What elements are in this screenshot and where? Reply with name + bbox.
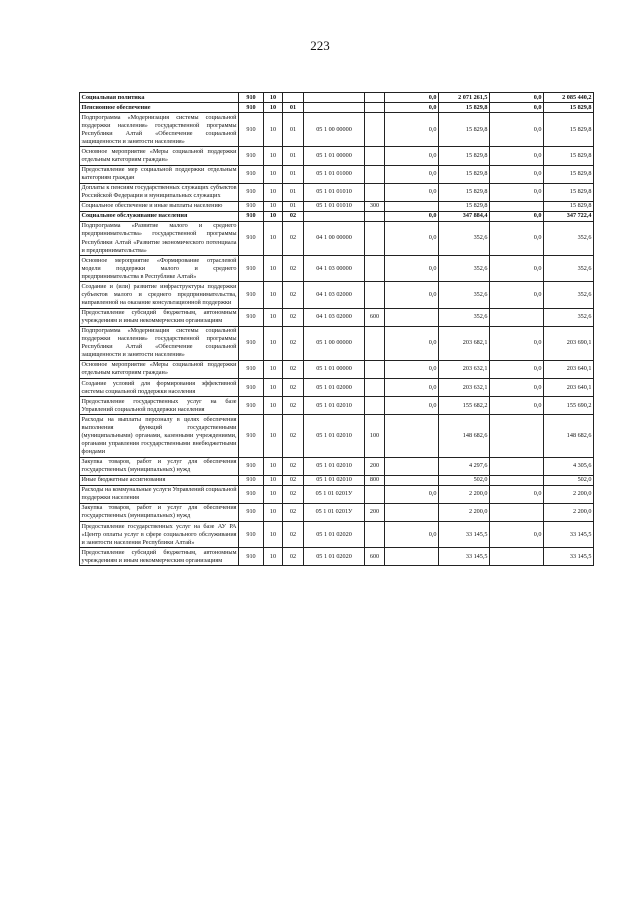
cell-value-1: 0,0 [385, 183, 439, 201]
cell-name: Доплаты к пенсиям государственных служащих субъектов Российской Федерации и муниципальных служащих [80, 183, 239, 201]
table-row [80, 397, 594, 415]
cell-grbs: 910 [239, 147, 264, 165]
cell-value-4: 148 682,6 [544, 415, 594, 457]
cell-grbs: 910 [239, 93, 264, 103]
cell-section: 10 [264, 93, 283, 103]
table-row [80, 165, 594, 183]
cell-value-1: 0,0 [385, 379, 439, 397]
cell-subsection: 02 [283, 326, 304, 360]
cell-value-1: 0,0 [385, 147, 439, 165]
cell-name: Социальная политика [80, 93, 239, 103]
cell-subsection: 02 [283, 221, 304, 255]
cell-name: Создание и (или) развитие инфраструктуры поддержки субъектов малого и среднего предпринимательства, направленной на оказание консультационной поддержки [80, 282, 239, 308]
cell-value-3 [490, 457, 544, 475]
cell-value-3: 0,0 [490, 485, 544, 503]
cell-value-2: 352,6 [439, 256, 490, 282]
cell-target-article: 05 1 01 02010 [304, 475, 365, 485]
cell-name: Пенсионное обеспечение [80, 103, 239, 113]
cell-subsection: 02 [283, 360, 304, 378]
cell-value-4: 15 829,8 [544, 147, 594, 165]
cell-value-4: 352,6 [544, 256, 594, 282]
cell-value-4: 203 640,1 [544, 379, 594, 397]
cell-target-article: 05 1 01 02010 [304, 415, 365, 457]
cell-value-2: 2 200,0 [439, 503, 490, 521]
cell-name: Расходы на выплаты персоналу в целях обеспечения выполнения функций государственными (муниципальными) органами, казенными учреждениями, органами управления государственными внебюджетными фондами [80, 415, 239, 457]
cell-value-4: 352,6 [544, 282, 594, 308]
cell-grbs: 910 [239, 308, 264, 326]
cell-section: 10 [264, 113, 283, 147]
cell-target-article: 04 1 03 02000 [304, 282, 365, 308]
table-row [80, 415, 594, 457]
table-row [80, 485, 594, 503]
cell-subsection: 02 [283, 522, 304, 548]
cell-value-1: 0,0 [385, 256, 439, 282]
cell-value-3 [490, 201, 544, 211]
cell-value-1 [385, 308, 439, 326]
cell-value-2: 502,0 [439, 475, 490, 485]
cell-value-4: 2 085 440,2 [544, 93, 594, 103]
cell-expense-type: 600 [365, 548, 385, 566]
cell-section: 10 [264, 211, 283, 221]
cell-grbs: 910 [239, 397, 264, 415]
cell-target-article: 04 1 00 00000 [304, 221, 365, 255]
cell-section: 10 [264, 165, 283, 183]
cell-section: 10 [264, 201, 283, 211]
cell-expense-type [365, 282, 385, 308]
cell-name: Создание условий для формирования эффективной системы социальной поддержки населения [80, 379, 239, 397]
cell-value-2: 15 829,8 [439, 147, 490, 165]
cell-value-1: 0,0 [385, 282, 439, 308]
cell-target-article: 05 1 00 00000 [304, 326, 365, 360]
cell-section: 10 [264, 397, 283, 415]
cell-grbs: 910 [239, 503, 264, 521]
cell-value-4: 2 200,0 [544, 503, 594, 521]
cell-target-article [304, 103, 365, 113]
cell-value-2: 33 145,5 [439, 522, 490, 548]
cell-value-1: 0,0 [385, 522, 439, 548]
table-row [80, 282, 594, 308]
cell-value-4: 352,6 [544, 221, 594, 255]
cell-value-2: 15 829,8 [439, 183, 490, 201]
cell-subsection: 02 [283, 256, 304, 282]
cell-grbs: 910 [239, 379, 264, 397]
cell-grbs: 910 [239, 183, 264, 201]
cell-grbs: 910 [239, 360, 264, 378]
cell-value-3: 0,0 [490, 397, 544, 415]
cell-name: Закупка товаров, работ и услуг для обеспечения государственных (муниципальных) нужд [80, 457, 239, 475]
cell-target-article: 05 1 01 00000 [304, 360, 365, 378]
table-row [80, 379, 594, 397]
cell-name: Основное мероприятие «Формирование отраслевой модели поддержки малого и среднего предпринимательства в Республике Алтай» [80, 256, 239, 282]
cell-value-1: 0,0 [385, 360, 439, 378]
cell-value-1: 0,0 [385, 165, 439, 183]
cell-value-4: 347 722,4 [544, 211, 594, 221]
cell-subsection: 02 [283, 282, 304, 308]
cell-section: 10 [264, 457, 283, 475]
cell-value-3: 0,0 [490, 256, 544, 282]
table-row [80, 308, 594, 326]
cell-subsection: 02 [283, 548, 304, 566]
table-row [80, 256, 594, 282]
cell-value-2: 203 682,1 [439, 326, 490, 360]
cell-subsection: 02 [283, 397, 304, 415]
cell-value-3: 0,0 [490, 282, 544, 308]
table-row [80, 93, 594, 103]
cell-grbs: 910 [239, 256, 264, 282]
cell-name: Иные бюджетные ассигнования [80, 475, 239, 485]
cell-subsection: 02 [283, 485, 304, 503]
cell-target-article: 05 1 01 02010 [304, 457, 365, 475]
cell-target-article: 05 1 01 00000 [304, 147, 365, 165]
cell-grbs: 910 [239, 165, 264, 183]
cell-grbs: 910 [239, 113, 264, 147]
cell-value-1: 0,0 [385, 397, 439, 415]
cell-target-article: 05 1 01 02010 [304, 397, 365, 415]
cell-value-4: 4 305,6 [544, 457, 594, 475]
table-row [80, 113, 594, 147]
cell-target-article [304, 93, 365, 103]
cell-value-1 [385, 201, 439, 211]
cell-value-2: 347 884,4 [439, 211, 490, 221]
cell-expense-type: 800 [365, 475, 385, 485]
cell-value-2: 155 682,2 [439, 397, 490, 415]
cell-value-3 [490, 475, 544, 485]
cell-value-4: 15 829,8 [544, 165, 594, 183]
cell-value-3: 0,0 [490, 103, 544, 113]
cell-value-4: 15 829,8 [544, 183, 594, 201]
table-row [80, 503, 594, 521]
cell-name: Расходы на коммунальные услуги Управлений социальной поддержки населения [80, 485, 239, 503]
cell-value-3: 0,0 [490, 147, 544, 165]
cell-value-4: 203 640,1 [544, 360, 594, 378]
cell-section: 10 [264, 256, 283, 282]
cell-value-4: 15 829,8 [544, 201, 594, 211]
cell-expense-type [365, 256, 385, 282]
cell-section: 10 [264, 485, 283, 503]
cell-value-2: 15 829,8 [439, 165, 490, 183]
cell-value-2: 2 071 261,5 [439, 93, 490, 103]
cell-value-4: 502,0 [544, 475, 594, 485]
cell-value-2: 148 682,6 [439, 415, 490, 457]
cell-section: 10 [264, 103, 283, 113]
cell-target-article: 04 1 03 00000 [304, 256, 365, 282]
cell-section: 10 [264, 415, 283, 457]
cell-value-3: 0,0 [490, 360, 544, 378]
cell-section: 10 [264, 379, 283, 397]
cell-subsection [283, 93, 304, 103]
cell-grbs: 910 [239, 326, 264, 360]
cell-value-4: 33 145,5 [544, 522, 594, 548]
table-row [80, 457, 594, 475]
cell-subsection: 01 [283, 183, 304, 201]
cell-value-3 [490, 548, 544, 566]
cell-value-3: 0,0 [490, 379, 544, 397]
cell-value-2: 2 200,0 [439, 485, 490, 503]
cell-value-1: 0,0 [385, 113, 439, 147]
cell-value-1 [385, 475, 439, 485]
cell-value-1: 0,0 [385, 485, 439, 503]
cell-name: Предоставление субсидий бюджетным, автономным учреждениям и иным некоммерческим организациям [80, 548, 239, 566]
cell-expense-type: 300 [365, 201, 385, 211]
cell-section: 10 [264, 360, 283, 378]
cell-target-article: 04 1 03 02000 [304, 308, 365, 326]
cell-value-3: 0,0 [490, 211, 544, 221]
cell-section: 10 [264, 308, 283, 326]
cell-expense-type [365, 360, 385, 378]
table-row [80, 360, 594, 378]
cell-section: 10 [264, 282, 283, 308]
cell-target-article: 05 1 01 02000 [304, 379, 365, 397]
cell-target-article: 05 1 01 01010 [304, 183, 365, 201]
cell-value-2: 352,6 [439, 282, 490, 308]
cell-target-article: 05 1 01 01010 [304, 201, 365, 211]
cell-name: Социальное обеспечение и иные выплаты населению [80, 201, 239, 211]
cell-value-2: 203 632,1 [439, 360, 490, 378]
cell-target-article: 05 1 00 00000 [304, 113, 365, 147]
cell-section: 10 [264, 522, 283, 548]
cell-value-1: 0,0 [385, 221, 439, 255]
cell-value-3: 0,0 [490, 522, 544, 548]
cell-grbs: 910 [239, 548, 264, 566]
cell-value-3: 0,0 [490, 93, 544, 103]
cell-name: Предоставление государственных услуг на базе АУ РА «Центр оплаты услуг в сфере социального обслуживания и занятости населения Республики Алтай» [80, 522, 239, 548]
cell-name: Социальное обслуживание населения [80, 211, 239, 221]
cell-value-2: 15 829,8 [439, 103, 490, 113]
cell-value-3 [490, 415, 544, 457]
cell-target-article [304, 211, 365, 221]
cell-subsection: 02 [283, 379, 304, 397]
cell-expense-type [365, 113, 385, 147]
cell-expense-type [365, 326, 385, 360]
cell-name: Основное мероприятие «Меры социальной поддержки отдельным категориям граждан» [80, 147, 239, 165]
cell-expense-type [365, 485, 385, 503]
cell-value-1: 0,0 [385, 93, 439, 103]
cell-value-2: 352,6 [439, 308, 490, 326]
cell-grbs: 910 [239, 485, 264, 503]
cell-subsection: 02 [283, 211, 304, 221]
cell-value-1 [385, 503, 439, 521]
cell-name: Подпрограмма «Развитие малого и среднего предпринимательства» государственной программы Республики Алтай «Развитие экономического потенциала и предпринимательства» [80, 221, 239, 255]
cell-subsection: 02 [283, 475, 304, 485]
page-number: 223 [310, 38, 330, 53]
table-row [80, 211, 594, 221]
cell-expense-type [365, 522, 385, 548]
cell-expense-type: 200 [365, 457, 385, 475]
cell-grbs: 910 [239, 457, 264, 475]
cell-expense-type [365, 379, 385, 397]
cell-expense-type [365, 221, 385, 255]
cell-section: 10 [264, 326, 283, 360]
table-row [80, 475, 594, 485]
cell-grbs: 910 [239, 282, 264, 308]
cell-grbs: 910 [239, 211, 264, 221]
cell-target-article: 05 1 01 02020 [304, 548, 365, 566]
cell-section: 10 [264, 548, 283, 566]
cell-value-4: 33 145,5 [544, 548, 594, 566]
cell-expense-type: 100 [365, 415, 385, 457]
cell-grbs: 910 [239, 103, 264, 113]
cell-value-1: 0,0 [385, 211, 439, 221]
table-row [80, 183, 594, 201]
table-row [80, 221, 594, 255]
cell-name: Основное мероприятие «Меры социальной поддержки отдельным категориям граждан» [80, 360, 239, 378]
table-row [80, 103, 594, 113]
cell-value-1 [385, 548, 439, 566]
cell-section: 10 [264, 147, 283, 165]
cell-subsection: 01 [283, 201, 304, 211]
cell-expense-type [365, 211, 385, 221]
cell-value-4: 203 690,1 [544, 326, 594, 360]
cell-target-article: 05 1 01 02020 [304, 522, 365, 548]
cell-expense-type: 200 [365, 503, 385, 521]
cell-value-2: 4 297,6 [439, 457, 490, 475]
cell-value-3 [490, 503, 544, 521]
cell-section: 10 [264, 221, 283, 255]
cell-expense-type [365, 103, 385, 113]
table-row [80, 326, 594, 360]
cell-section: 10 [264, 475, 283, 485]
cell-value-3: 0,0 [490, 183, 544, 201]
cell-value-3: 0,0 [490, 165, 544, 183]
cell-section: 10 [264, 503, 283, 521]
cell-grbs: 910 [239, 201, 264, 211]
cell-subsection: 02 [283, 457, 304, 475]
table-row [80, 201, 594, 211]
cell-value-4: 15 829,8 [544, 103, 594, 113]
cell-grbs: 910 [239, 221, 264, 255]
cell-grbs: 910 [239, 415, 264, 457]
cell-name: Закупка товаров, работ и услуг для обеспечения государственных (муниципальных) нужд [80, 503, 239, 521]
cell-target-article: 05 1 01 01000 [304, 165, 365, 183]
cell-expense-type [365, 93, 385, 103]
cell-target-article: 05 1 01 0201У [304, 485, 365, 503]
cell-subsection: 02 [283, 503, 304, 521]
cell-value-4: 352,6 [544, 308, 594, 326]
cell-expense-type [365, 397, 385, 415]
cell-subsection: 01 [283, 113, 304, 147]
cell-value-2: 15 829,8 [439, 113, 490, 147]
cell-subsection: 01 [283, 147, 304, 165]
cell-value-1: 0,0 [385, 326, 439, 360]
cell-name: Предоставление государственных услуг на базе Управлений социальной поддержки населения [80, 397, 239, 415]
table-row [80, 548, 594, 566]
cell-grbs: 910 [239, 475, 264, 485]
cell-subsection: 01 [283, 103, 304, 113]
cell-subsection: 02 [283, 308, 304, 326]
cell-value-1 [385, 415, 439, 457]
cell-subsection: 02 [283, 415, 304, 457]
cell-value-3 [490, 308, 544, 326]
cell-value-2: 15 829,8 [439, 201, 490, 211]
cell-section: 10 [264, 183, 283, 201]
cell-grbs: 910 [239, 522, 264, 548]
cell-value-3: 0,0 [490, 113, 544, 147]
cell-value-4: 15 829,8 [544, 113, 594, 147]
cell-name: Подпрограмма «Модернизация системы социальной поддержки населения» государственной программы Республики Алтай «Обеспечение социальной защищенности и занятости населения» [80, 113, 239, 147]
cell-value-3: 0,0 [490, 221, 544, 255]
cell-value-3: 0,0 [490, 326, 544, 360]
cell-name: Предоставление мер социальной поддержки отдельным категориям граждан [80, 165, 239, 183]
cell-expense-type [365, 165, 385, 183]
cell-expense-type: 600 [365, 308, 385, 326]
cell-value-4: 155 690,2 [544, 397, 594, 415]
cell-target-article: 05 1 01 0201У [304, 503, 365, 521]
cell-value-2: 33 145,5 [439, 548, 490, 566]
table-row [80, 522, 594, 548]
table-row [80, 147, 594, 165]
cell-value-4: 2 200,0 [544, 485, 594, 503]
cell-subsection: 01 [283, 165, 304, 183]
cell-name: Предоставление субсидий бюджетным, автономным учреждениям и иным некоммерческим организациям [80, 308, 239, 326]
budget-table [79, 92, 594, 566]
cell-expense-type [365, 183, 385, 201]
cell-value-2: 203 632,1 [439, 379, 490, 397]
cell-value-1: 0,0 [385, 103, 439, 113]
cell-name: Подпрограмма «Модернизация системы социальной поддержки населения» государственной программы Республики Алтай «Обеспечение социальной защищенности и занятости населения» [80, 326, 239, 360]
cell-value-1 [385, 457, 439, 475]
cell-expense-type [365, 147, 385, 165]
cell-value-2: 352,6 [439, 221, 490, 255]
